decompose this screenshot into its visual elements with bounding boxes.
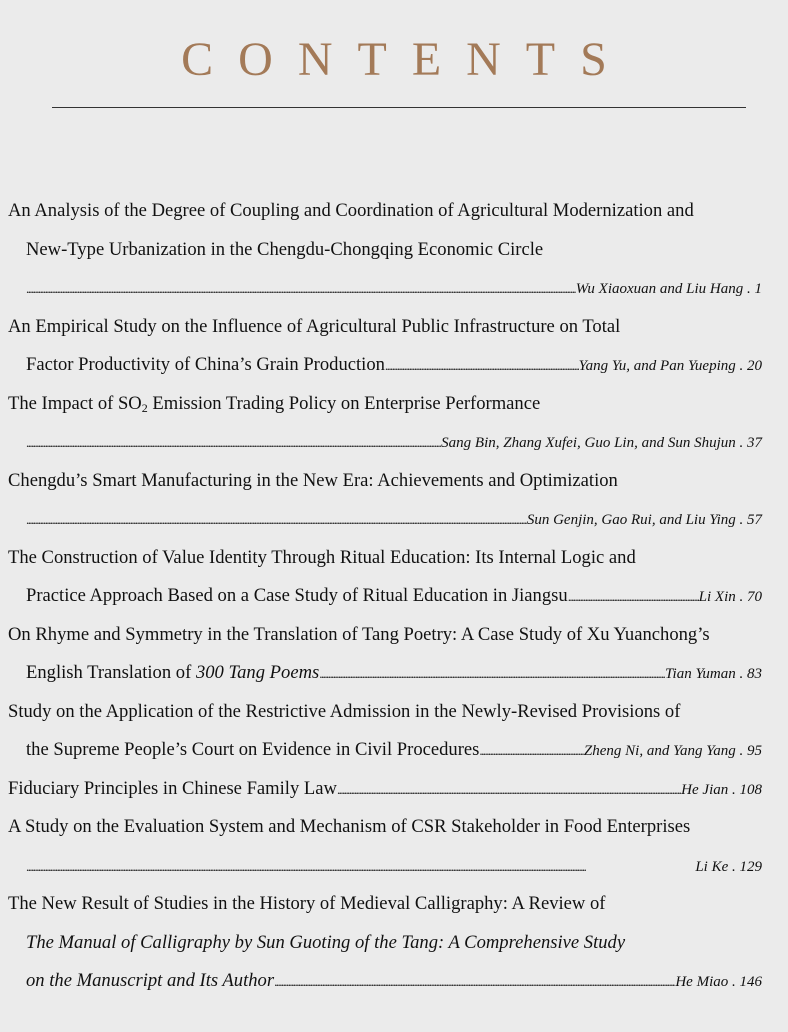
entry-authors: Sang Bin, Zhang Xufei, Guo Lin, and Sun Shujun . 37 [441,435,762,451]
entry-leader-line [0,500,788,539]
entry-authors: Li Xin . 70 [698,589,762,605]
table-of-contents [0,192,788,1001]
toc-entry[interactable] [0,192,788,308]
entry-title-line [0,962,788,1001]
entry-title-line: The Impact of $SO_2$ Emission Trading Policy on Enterprise Performance [8,392,541,415]
toc-entry[interactable] [0,462,788,539]
entry-title-text: the Supreme People’s Court on Evidence in Civil Procedures [26,739,480,760]
dot-leader [319,654,665,693]
entry-title-text: English Translation of 300 Tang Poems [26,662,320,683]
entry-leader-line [0,269,788,308]
dot-leader [385,346,579,385]
dot-leader [26,423,441,462]
entry-title-line [0,924,788,963]
entry-authors: Tian Yuman . 83 [665,666,762,682]
entry-title-text: New-Type Urbanization in the Chengdu-Chongqing Economic Circle [26,238,544,260]
toc-entry[interactable] [0,385,788,462]
entry-title-line: A Study on the Evaluation System and Mechanism of CSR Stakeholder in Food Enterprises [8,816,691,837]
subscript-two: 2 [141,400,148,415]
toc-entry[interactable] [0,770,788,809]
entry-authors: Sun Genjin, Gao Rui, and Liu Ying . 57 [526,512,762,528]
toc-entry[interactable] [0,308,788,385]
dot-leader [26,500,527,539]
entry-page-number: 20 [747,358,762,374]
toc-entry[interactable] [0,693,788,770]
dot-leader [568,577,699,616]
entry-title-line: An Empirical Study on the Influence of Agricultural Public Infrastructure on Total [8,315,621,337]
toc-entry[interactable] [0,539,788,616]
entry-authors: Zheng Ni, and Yang Yang . 95 [583,743,762,759]
entry-page-number: 83 [747,666,762,682]
page-title: CONTENTS [181,33,632,86]
entry-page-number: 1 [754,281,762,297]
entry-title-line: On Rhyme and Symmetry in the Translation of Tang Poetry: A Case Study of Xu Yuanchong’s [8,623,710,645]
dot-leader [337,770,681,809]
dot-leader [26,847,695,886]
entry-title-line: Study on the Application of the Restrictive Admission in the Newly-Revised Provisions of [8,700,681,722]
entry-title-line [0,654,788,693]
entry-page-number: 95 [747,743,762,759]
entry-title-text: Fiduciary Principles in Chinese Family Law [8,777,337,799]
entry-title-line: The Construction of Value Identity Through Ritual Education: Its Internal Logic and [8,546,636,568]
entry-title-line: An Analysis of the Degree of Coupling and Coordination of Agricultural Modernization and [8,200,694,221]
entry-title-text: Practice Approach Based on a Case Study of Ritual Education in Jiangsu [26,585,568,606]
entry-page-number: 129 [739,858,762,875]
entry-title-text: The Manual of Calligraphy by Sun Guoting of the Tang: A Comprehensive Study [26,931,626,953]
dot-leader [274,962,675,1001]
entry-page-number: 108 [739,781,762,798]
entry-authors: Wu Xiaoxuan and Liu Hang . 1 [575,281,762,297]
entry-page-number: 70 [747,589,762,605]
toc-entry[interactable] [0,616,788,693]
entry-authors: Yang Yu, and Pan Yueping . 20 [578,358,762,374]
entry-title-line [0,770,788,809]
entry-title-line [0,577,788,616]
book-title-italic: 300 Tang Poems [195,662,320,683]
entry-title-line [0,346,788,385]
entry-title-text: on the Manuscript and Its Author [26,970,275,991]
dot-leader [26,269,576,308]
toc-entry[interactable] [0,808,788,885]
entry-title-line [0,731,788,770]
entry-title-line: Chengdu’s Smart Manufacturing in the New Era: Achievements and Optimization [8,469,618,491]
dot-leader [479,731,583,770]
entry-title-line [0,231,788,270]
entry-page-number: 57 [747,512,762,528]
entry-page-number: 146 [739,974,762,990]
entry-authors: He Miao . 146 [675,974,762,990]
title-divider [52,107,746,108]
entry-authors: He Jian . 108 [681,781,762,798]
entry-authors: Li Ke . 129 [695,858,762,875]
toc-entry[interactable] [0,885,788,1001]
entry-leader-line [0,847,788,886]
entry-leader-line [0,423,788,462]
entry-page-number: 37 [747,435,762,451]
entry-title-line: The New Result of Studies in the History of Medieval Calligraphy: A Review of [8,893,606,914]
entry-title-text: Factor Productivity of China’s Grain Production [26,354,385,375]
